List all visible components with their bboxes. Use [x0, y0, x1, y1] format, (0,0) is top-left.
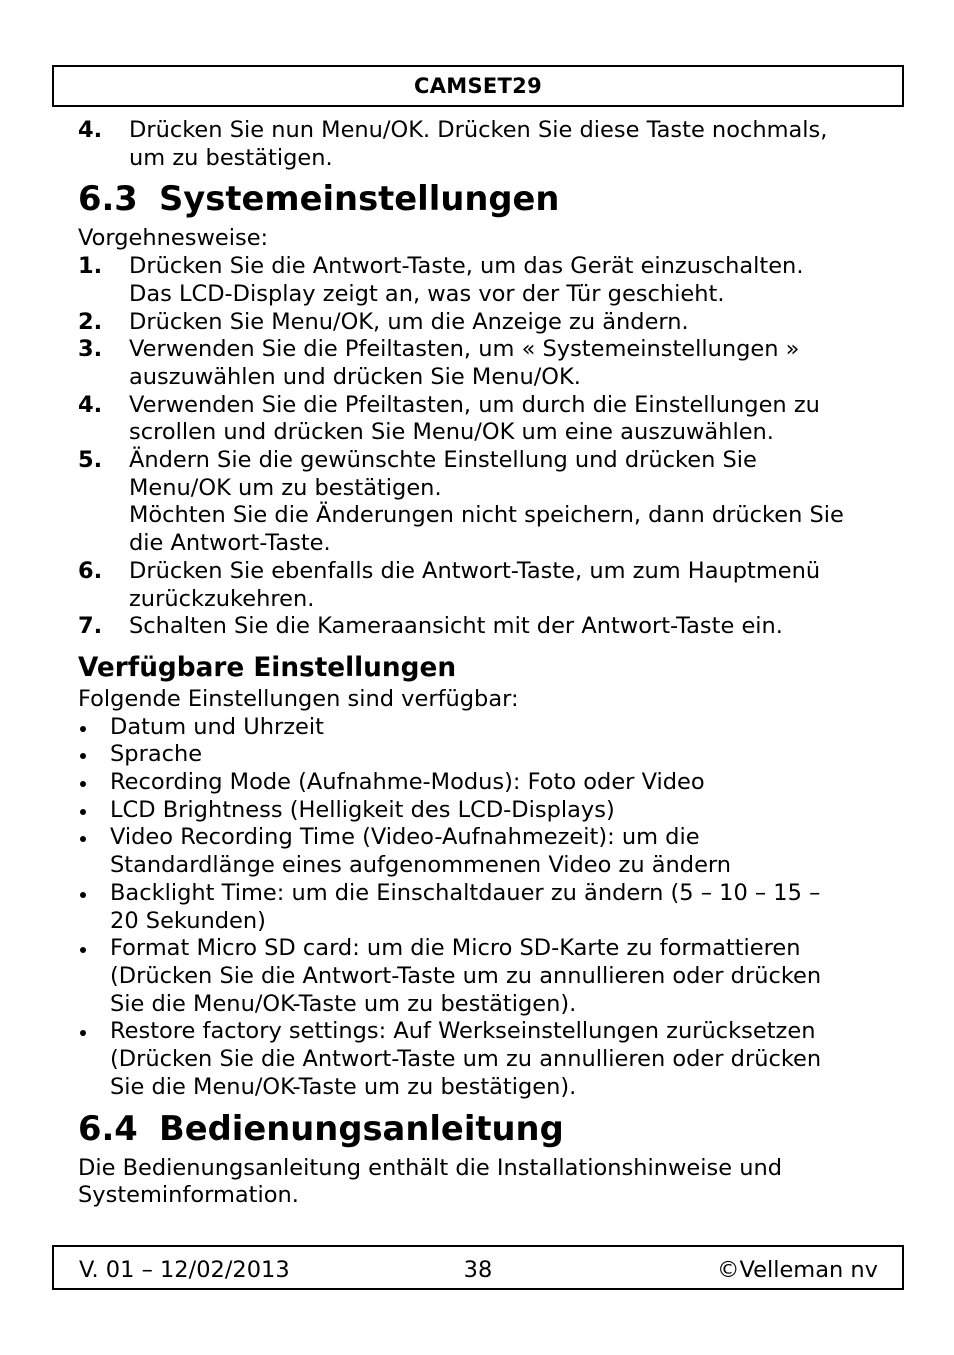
- step-line: Möchten Sie die Änderungen nicht speichern, dann drücken Sie: [129, 502, 844, 529]
- procedure-step: [78, 336, 878, 391]
- procedure-step: [78, 392, 878, 447]
- procedure-steps: [78, 253, 878, 641]
- footer-version: V. 01 – 12/02/2013: [79, 1257, 290, 1283]
- procedure-step: [78, 447, 878, 558]
- bullet-icon: [80, 1030, 86, 1036]
- item-line: Format Micro SD card: um die Micro SD-Karte zu formattieren: [110, 935, 801, 962]
- procedure-step: [78, 613, 878, 641]
- step-line: Das LCD-Display zeigt an, was vor der Tür geschieht.: [129, 280, 725, 307]
- settings-list-item: [78, 880, 878, 935]
- settings-list-item: [78, 824, 878, 879]
- step-line: Verwenden Sie die Pfeiltasten, um « Systemeinstellungen »: [129, 336, 800, 363]
- settings-list-item: [78, 741, 878, 769]
- step-line: auszuwählen und drücken Sie Menu/OK.: [129, 363, 581, 390]
- step-number: 7.: [78, 613, 103, 640]
- item-line: 20 Sekunden): [110, 907, 266, 934]
- step-number: 5.: [78, 447, 103, 474]
- section-6-4-body: [78, 1155, 878, 1210]
- body-line: Die Bedienungsanleitung enthält die Installationshinweise und: [78, 1154, 783, 1181]
- settings-list-item: [78, 714, 878, 742]
- step-line: Verwenden Sie die Pfeiltasten, um durch die Einstellungen zu: [129, 391, 820, 418]
- procedure-step: [78, 253, 878, 308]
- settings-list-item: [78, 935, 878, 1018]
- step-line: Drücken Sie nun Menu/OK. Drücken Sie diese Taste nochmals,: [129, 117, 828, 143]
- item-line: Sie die Menu/OK-Taste um zu bestätigen).: [110, 990, 577, 1017]
- section-heading-6-3: [78, 179, 878, 219]
- available-settings-heading: Verfügbare Einstellungen: [78, 652, 457, 683]
- item-line: LCD Brightness (Helligkeit des LCD-Displays): [110, 796, 615, 823]
- step-number: 4.: [78, 391, 103, 418]
- section-title: Systemeinstellungen: [159, 179, 560, 219]
- bullet-icon: [80, 892, 86, 898]
- bullet-icon: [80, 753, 86, 759]
- section-heading-6-4: [78, 1108, 878, 1148]
- step-line: Schalten Sie die Kameraansicht mit der Antwort-Taste ein.: [129, 613, 783, 640]
- settings-list-item: [78, 1018, 878, 1101]
- intro-step: [78, 117, 878, 172]
- item-line: Standardlänge eines aufgenommenen Video zu ändern: [110, 852, 732, 879]
- settings-list-item: [78, 769, 878, 797]
- bullet-icon: [80, 947, 86, 953]
- footer-page-number: 38: [463, 1257, 493, 1283]
- bullet-icon: [80, 726, 86, 732]
- item-line: (Drücken Sie die Antwort-Taste um zu annullieren oder drücken: [110, 1046, 822, 1073]
- section-number: 6.4: [78, 1108, 138, 1148]
- step-line: Drücken Sie ebenfalls die Antwort-Taste, um zum Hauptmenü: [129, 557, 821, 584]
- procedure-step: [78, 309, 878, 337]
- bullet-icon: [80, 836, 86, 842]
- step-line: die Antwort-Taste.: [129, 530, 331, 557]
- available-settings-intro: Folgende Einstellungen sind verfügbar:: [78, 685, 519, 712]
- item-line: (Drücken Sie die Antwort-Taste um zu annullieren oder drücken: [110, 962, 822, 989]
- item-line: Backlight Time: um die Einschaltdauer zu ändern (5 – 10 – 15 –: [110, 879, 821, 906]
- procedure-label: Vorgehnesweise:: [78, 225, 269, 252]
- item-line: Datum und Uhrzeit: [110, 713, 324, 740]
- step-line: um zu bestätigen.: [129, 144, 333, 171]
- item-line: Restore factory settings: Auf Werkseinstellungen zurücksetzen: [110, 1018, 816, 1045]
- step-line: Ändern Sie die gewünschte Einstellung und drücken Sie: [129, 447, 757, 474]
- header-title: CAMSET29: [414, 74, 542, 98]
- item-line: Recording Mode (Aufnahme-Modus): Foto oder Video: [110, 769, 705, 796]
- item-line: Sie die Menu/OK-Taste um zu bestätigen).: [110, 1073, 577, 1100]
- item-line: Video Recording Time (Video-Aufnahmezeit): um die: [110, 824, 700, 851]
- step-line: scrollen und drücken Sie Menu/OK um eine auszuwählen.: [129, 419, 774, 446]
- footer-copyright: ©Velleman nv: [716, 1257, 878, 1283]
- step-line: Menu/OK um zu bestätigen.: [129, 474, 442, 501]
- page-header: [52, 65, 904, 107]
- page-footer: [52, 1245, 904, 1290]
- bullet-icon: [80, 781, 86, 787]
- section-number: 6.3: [78, 179, 138, 219]
- page-content: [78, 117, 878, 1210]
- settings-list-item: [78, 797, 878, 825]
- step-line: zurückzukehren.: [129, 585, 315, 612]
- step-number: 6.: [78, 557, 103, 584]
- section-title: Bedienungsanleitung: [159, 1108, 564, 1148]
- bullet-icon: [80, 809, 86, 815]
- step-number: 2.: [78, 308, 103, 335]
- body-line: Systeminformation.: [78, 1182, 299, 1209]
- step-line: Drücken Sie Menu/OK, um die Anzeige zu ändern.: [129, 308, 689, 335]
- step-number: 3.: [78, 336, 103, 363]
- step-number: 4.: [78, 117, 103, 143]
- step-number: 1.: [78, 253, 103, 280]
- intro-step-list: [78, 117, 878, 172]
- item-line: Sprache: [110, 741, 203, 768]
- settings-list: [78, 714, 878, 1102]
- procedure-step: [78, 558, 878, 613]
- step-line: Drücken Sie die Antwort-Taste, um das Gerät einzuschalten.: [129, 253, 804, 280]
